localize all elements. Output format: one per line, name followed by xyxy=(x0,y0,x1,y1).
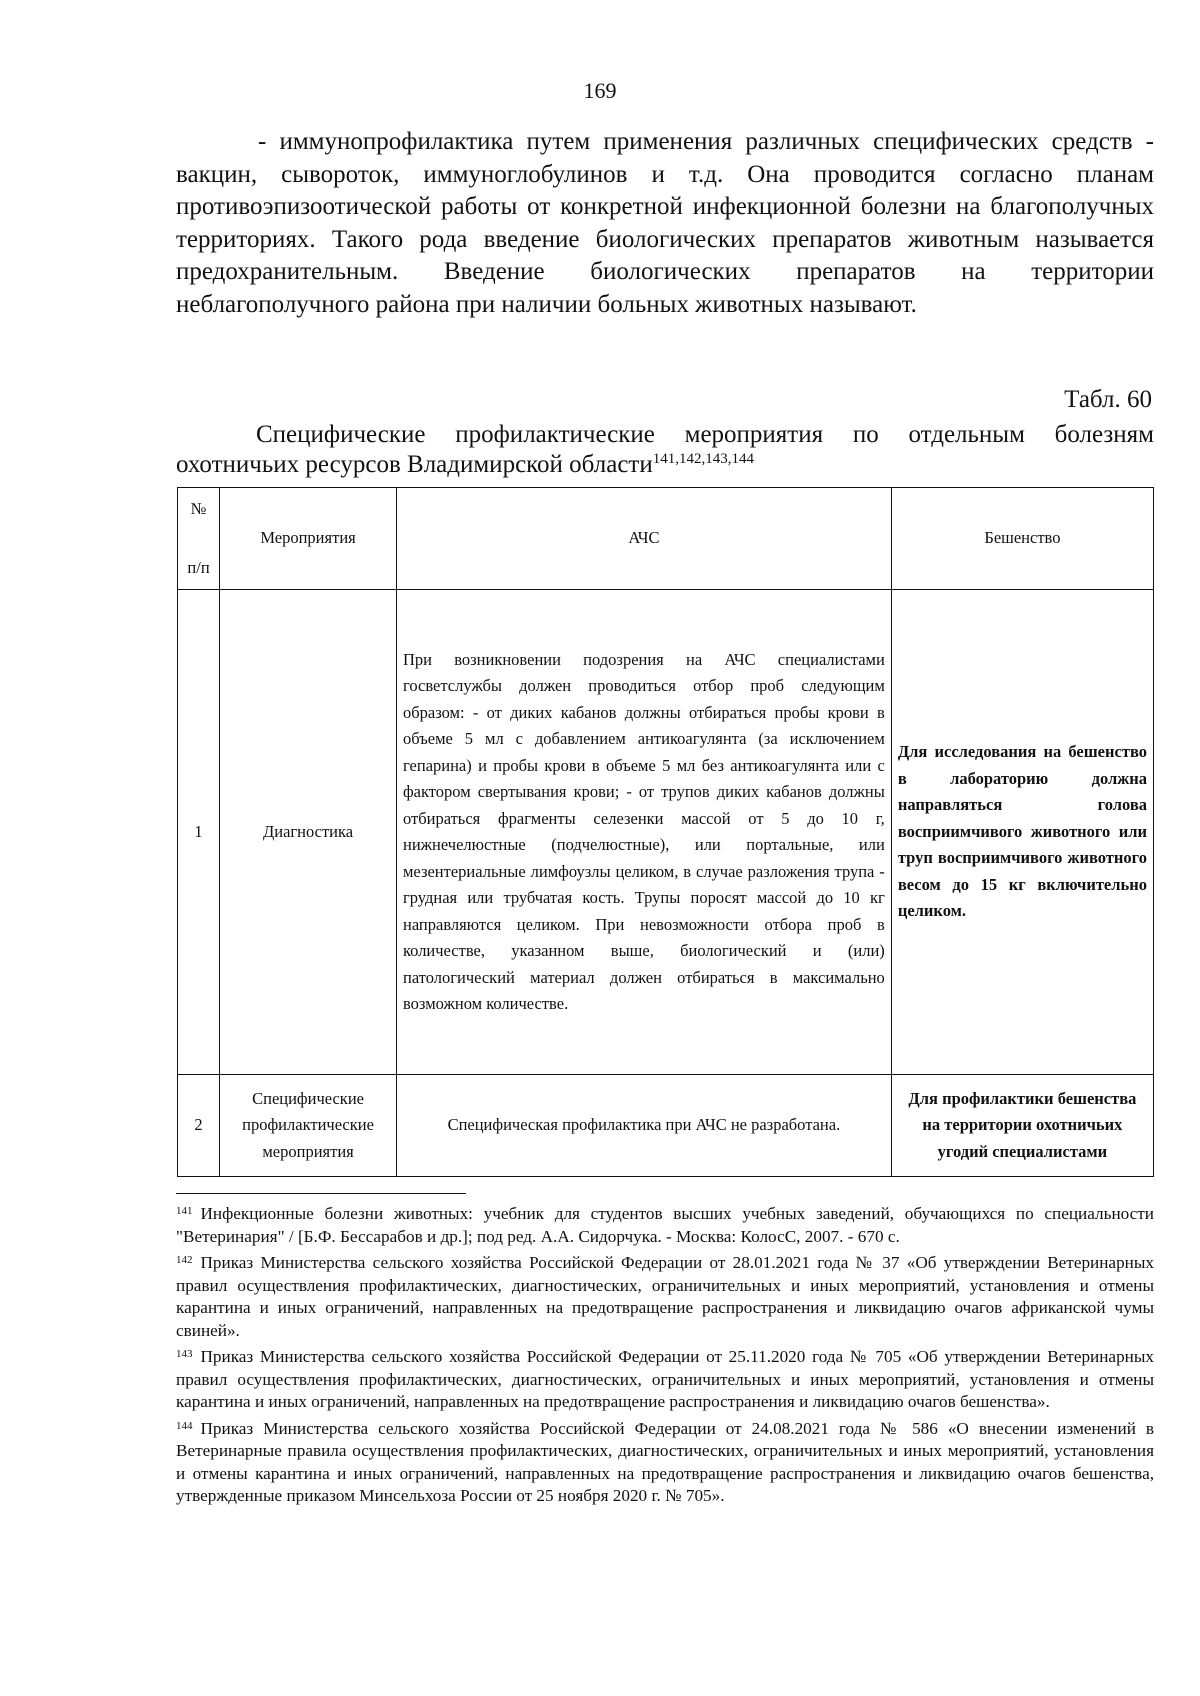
row-rabies-text: Для профилактики бешенства на территории охотничьих угодий специалистами xyxy=(891,1075,1153,1177)
table-header-row xyxy=(178,488,1154,590)
header-number xyxy=(178,488,220,590)
table-title-refs: 141,142,143,144 xyxy=(652,451,754,467)
table-row xyxy=(178,1075,1154,1177)
footnotes xyxy=(176,1203,1154,1512)
table-title-line1: Специфические профилактические мероприятия по отдельным болезням xyxy=(256,421,1154,448)
footnote-ref: 141 xyxy=(176,1205,193,1217)
footnote-141 xyxy=(176,1203,1154,1248)
header-number-bottom: п/п xyxy=(187,557,210,577)
header-asf: АЧС xyxy=(396,488,891,590)
footnote-143 xyxy=(176,1346,1154,1414)
footnote-ref: 143 xyxy=(176,1348,193,1360)
footnote-text: Приказ Министерства сельского хозяйства Российской Федерации от 24.08.2021 года № 586 «О внесении изменений в Ветеринарные правила осуществления профилактических, диагностических, ограничительных и иных мероприятий, установления и отмены карантина и иных ограничений, направленных на предотвращение распространения и ликвидацию очагов бешенства, утвержденные приказом Минсельхоза России от 25 ноября 2020 г. № 705». xyxy=(176,1418,1154,1505)
row-measure: Специфические профилактические мероприятия xyxy=(220,1075,397,1177)
header-measures: Мероприятия xyxy=(220,488,397,590)
row-asf-text: При возникновении подозрения на АЧС специалистами госветслужбы должен проводиться отбор проб следующим образом: - от диких кабанов должны отбираться пробы крови в объеме 5 мл с добавлением антикоагулянта (за исключением гепарина) и пробы крови в объеме 5 мл без антикоагулянта или с фактором свертывания крови; - от трупов диких кабанов должны отбираться фрагменты селезенки массой от 5 до 10 г, нижнечелюстные (подчелюстные), или портальные, или мезентериальные лимфоузлы целиком, в случае разложения трупа - грудная или трубчатая кость. Трупы поросят массой до 10 кг направляются целиком. При невозможности отбора проб в количестве, указанном выше, биологический и (или) патологический материал должен отбираться в максимально возможном количестве. xyxy=(396,590,891,1075)
footnote-text: Приказ Министерства сельского хозяйства Российской Федерации от 25.11.2020 года № 705 «Об утверждении Ветеринарных правил осуществления профилактических, диагностических, ограничительных и иных мероприятий, установления и отмены карантина и иных ограничений, направленных на предотвращение распространения и ликвидацию очагов бешенства». xyxy=(176,1347,1154,1411)
header-number-top: № xyxy=(190,499,207,518)
table-title-line2: охотничьих ресурсов Владимирской области xyxy=(176,451,653,478)
table-row xyxy=(178,590,1154,1075)
page-number: 169 xyxy=(583,78,617,103)
row-asf-text: Специфическая профилактика при АЧС не разработана. xyxy=(396,1075,891,1177)
footnote-ref: 144 xyxy=(176,1419,193,1432)
footnote-text: Инфекционные болезни животных: учебник для студентов высших учебных заведений, обучающихся по специальности "Ветеринария" / [Б.Ф. Бессарабов и др.]; под ред. А.А. Сидорчука. - Москва: КолосС, 2007. - 670 с. xyxy=(176,1204,1154,1246)
header-rabies: Бешенство xyxy=(891,488,1153,590)
intro-paragraph xyxy=(176,126,1154,321)
table-title xyxy=(176,420,1154,480)
footnote-142 xyxy=(176,1252,1154,1342)
footnote-144 xyxy=(176,1418,1154,1508)
footnote-text: Приказ Министерства сельского хозяйства Российской Федерации от 28.01.2021 года № 37 «Об утверждении Ветеринарных правил осуществления профилактических, диагностических, ограничительных и иных мероприятий, установления и отмены карантина и иных ограничений, направленных на предотвращение распространения и ликвидацию очагов африканской чумы свиней». xyxy=(176,1253,1154,1340)
row-measure: Диагностика xyxy=(220,590,397,1075)
row-number: 2 xyxy=(178,1075,220,1177)
row-number: 1 xyxy=(178,590,220,1075)
row-rabies-text: Для исследования на бешенство в лабораторию должна направляться голова восприимчивого животного или труп восприимчивого животного весом до 15 кг включительно целиком. xyxy=(891,590,1153,1075)
intro-text: - иммунопрофилактика путем применения различных специфических средств - вакцин, сывороток, иммуноглобулинов и т.д. Она проводится согласно планам противоэпизоотической работы от конкретной инфекционной болезни на благополучных территориях. Такого рода введение биологических препаратов животным называется предохранительным. Введение биологических препаратов на территории неблагополучного района при наличии больных животных называют. xyxy=(176,128,1154,318)
footnote-ref: 142 xyxy=(176,1254,193,1266)
measures-table xyxy=(177,487,1154,1177)
footnote-divider xyxy=(176,1193,466,1194)
table-label: Табл. 60 xyxy=(1064,386,1152,413)
